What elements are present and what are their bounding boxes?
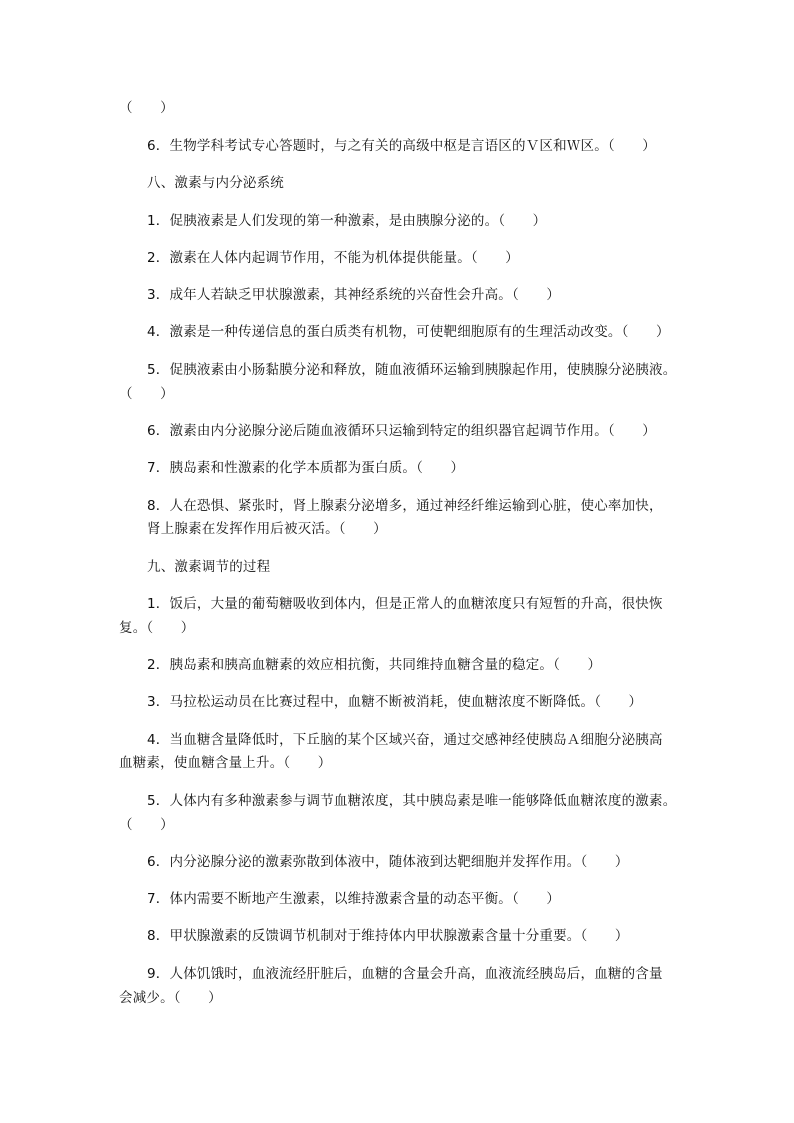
text-line: 4．当血糖含量降低时，下丘脑的某个区域兴奋，通过交感神经使胰岛Ａ细胞分泌胰高 bbox=[147, 732, 663, 748]
text-line: 9．人体饥饿时，血液流经肝脏后，血糖的含量会升高，血液流经胰岛后，血糖的含量 bbox=[147, 966, 663, 982]
section-heading: 九、激素调节的过程 bbox=[147, 559, 271, 575]
text-line: 6．生物学科考试专心答题时，与之有关的高级中枢是言语区的Ｖ区和Ｗ区。（ ） bbox=[147, 138, 656, 154]
text-line: 1．饭后，大量的葡萄糖吸收到体内，但是正常人的血糖浓度只有短暂的升高，很快恢 bbox=[147, 596, 663, 612]
text-line: 3．马拉松运动员在比赛过程中，血糖不断被消耗，使血糖浓度不断降低。（ ） bbox=[147, 694, 643, 710]
text-line: 8．人在恐惧、紧张时，肾上腺素分泌增多，通过神经纤维运输到心脏，使心率加快， bbox=[147, 498, 663, 514]
text-line: 5．人体内有多种激素参与调节血糖浓度，其中胰岛素是唯一能够降低血糖浓度的激素。 bbox=[147, 793, 677, 809]
text-line: 8．甲状腺激素的反馈调节机制对于维持体内甲状腺激素含量十分重要。（ ） bbox=[147, 928, 629, 944]
text-line: 会减少。（ ） bbox=[119, 990, 222, 1006]
text-line: （ ） bbox=[119, 100, 174, 116]
text-line: （ ） bbox=[119, 817, 174, 833]
text-line: 肾上腺素在发挥作用后被灭活。（ ） bbox=[147, 521, 387, 537]
text-line: 2．激素在人体内起调节作用，不能为机体提供能量。（ ） bbox=[147, 250, 519, 266]
text-line: 6．内分泌腺分泌的激素弥散到体液中，随体液到达靶细胞并发挥作用。（ ） bbox=[147, 854, 629, 870]
text-line: 3．成年人若缺乏甲状腺激素，其神经系统的兴奋性会升高。（ ） bbox=[147, 287, 561, 303]
text-line: 血糖素，使血糖含量上升。（ ） bbox=[119, 755, 332, 771]
text-line: 复。（ ） bbox=[119, 620, 195, 636]
text-line: 6．激素由内分泌腺分泌后随血液循环只运输到特定的组织器官起调节作用。（ ） bbox=[147, 423, 656, 439]
text-line: 1．促胰液素是人们发现的第一种激素，是由胰腺分泌的。（ ） bbox=[147, 213, 547, 229]
text-line: 4．激素是一种传递信息的蛋白质类有机物，可使靶细胞原有的生理活动改变。（ ） bbox=[147, 324, 670, 340]
section-heading: 八、激素与内分泌系统 bbox=[147, 175, 284, 191]
text-line: （ ） bbox=[119, 386, 174, 402]
text-line: 2．胰岛素和胰高血糖素的效应相抗衡，共同维持血糖含量的稳定。（ ） bbox=[147, 657, 602, 673]
text-line: 7．胰岛素和性激素的化学本质都为蛋白质。（ ） bbox=[147, 460, 465, 476]
text-line: 5．促胰液素由小肠黏膜分泌和释放，随血液循环运输到胰腺起作用，使胰腺分泌胰液。 bbox=[147, 362, 677, 378]
text-line: 7．体内需要不断地产生激素，以维持激素含量的动态平衡。（ ） bbox=[147, 891, 561, 907]
